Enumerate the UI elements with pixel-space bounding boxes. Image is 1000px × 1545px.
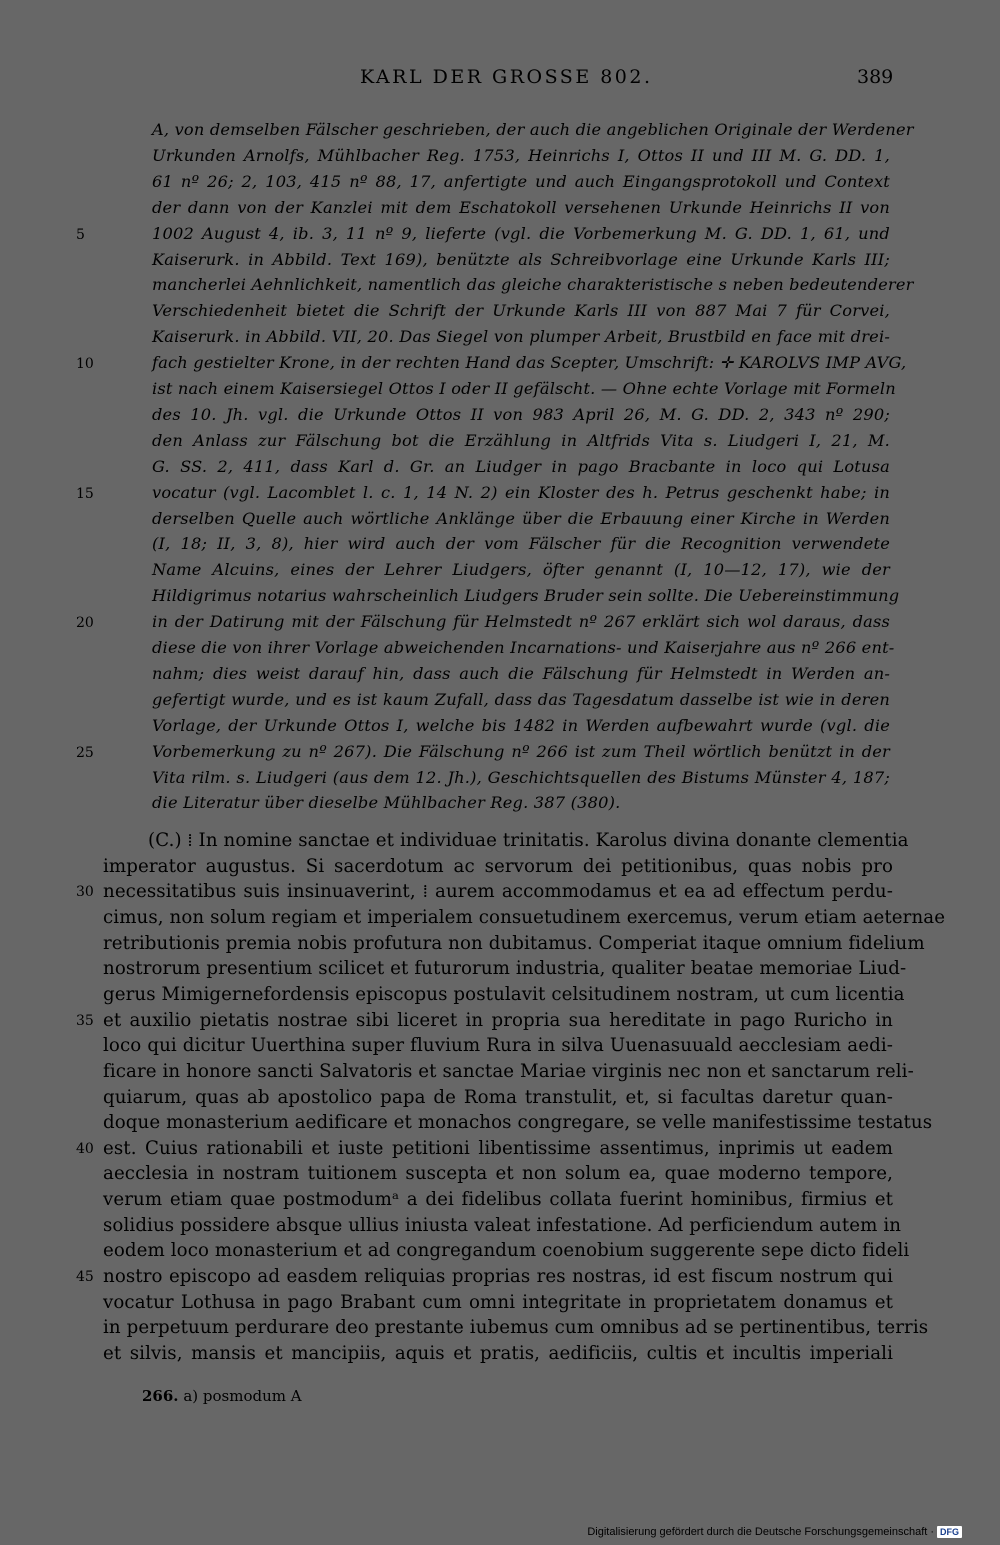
footnote-text: a) posmodum A	[183, 1387, 302, 1405]
commentary-line: Name Alcuins, eines der Lehrer Liudgers, öfter genannt (I, 10—12, 17), wie der	[152, 560, 890, 580]
commentary-line: des 10. Jh. vgl. die Urkunde Ottos II von 983 April 26, M. G. DD. 2, 343 nº 290;	[152, 404, 890, 424]
charter-line: imperator augustus. Si sacerdotum ac servorum dei petitionibus, quas nobis pro	[103, 855, 893, 877]
charter-line: verum etiam quae postmodumᵃ a dei fidelibus collata fuerint hominibus, firmius et	[103, 1189, 893, 1211]
charter-line: doque monasterium aedificare et monachos congregare, se velle manifestissime testatus	[103, 1112, 933, 1134]
charter-line: vocatur Lothusa in pago Brabant cum omni integritate in proprietatem donamus et	[103, 1291, 893, 1313]
commentary-line: Verschiedenheit bietet die Schrift der Urkunde Karls III von 887 Mai 7 für Corvei,	[152, 301, 890, 321]
commentary-line: den Anlass zur Fälschung bot die Erzählung in Altfrids Vita s. Liudgeri I, 21, M.	[152, 430, 890, 450]
commentary-line: Vorlage, der Urkunde Ottos I, welche bis 1482 in Werden aufbewahrt wurde (vgl. die	[152, 715, 890, 735]
commentary-line: 61 nº 26; 2, 103, 415 nº 88, 17, anfertigte und auch Eingangsprotokoll und Context	[152, 171, 890, 191]
footnote	[142, 1387, 302, 1405]
charter-line: retributionis premia nobis profutura non dubitamus. Comperiat itaque omnium fidelium	[103, 932, 925, 954]
page-number: 389	[857, 66, 894, 88]
commentary-line: G. SS. 2, 411, dass Karl d. Gr. an Liudger in pago Bracbante in loco qui Lotusa	[152, 456, 890, 476]
charter-line: ficare in honore sancti Salvatoris et sanctae Mariae virginis nec non et sanctarum reli-	[103, 1060, 914, 1082]
line-number: 5	[76, 226, 85, 243]
charter-line: nostrorum presentium scilicet et futurorum industria, qualiter beatae memoriae Liud-	[103, 958, 907, 980]
charter-line: (C.) ⁞ In nomine sanctae et individuae trinitatis. Karolus divina donante clementia	[148, 830, 909, 851]
line-number: 30	[76, 884, 94, 901]
line-number: 20	[76, 615, 94, 632]
charter-line: et auxilio pietatis nostrae sibi liceret in propria sua hereditate in pago Ruricho in	[103, 1009, 893, 1031]
line-number: 25	[76, 744, 94, 761]
charter-line: necessitatibus suis insinuaverint, ⁞ aurem accommodamus et ea ad effectum perdu-	[103, 881, 893, 903]
commentary-line: Vorbemerkung zu nº 267). Die Fälschung nº 266 ist zum Theil wörtlich benützt in der	[152, 741, 890, 761]
commentary-line: Kaiserurk. in Abbild. VII, 20. Das Siegel von plumper Arbeit, Brustbild en face mit drei-	[152, 327, 890, 347]
line-number: 15	[76, 485, 94, 502]
commentary-line: diese die von ihrer Vorlage abweichenden Incarnations- und Kaiserjahre aus nº 266 ent-	[152, 638, 895, 657]
commentary-line: Hildigrimus notarius wahrscheinlich Liudgers Bruder sein sollte. Die Uebereinstimmung	[152, 586, 900, 606]
line-number: 10	[76, 356, 94, 373]
digitization-attribution: Digitalisierung gefördert durch die Deutsche Forschungsgemeinschaft · DFG	[587, 1526, 962, 1538]
commentary-line: ist nach einem Kaisersiegel Ottos I oder II gefälscht. — Ohne echte Vorlage mit Formeln	[152, 379, 896, 398]
charter-line: est. Cuius rationabili et iuste petitioni libentissime assentimus, inprimis ut eadem	[103, 1137, 893, 1159]
charter-line: nostro episcopo ad easdem reliquias proprias res nostras, id est fiscum nostrum qui	[103, 1266, 893, 1288]
charter-line: in perpetuum perdurare deo prestante iubemus cum omnibus ad se pertinentibus, terris	[103, 1317, 929, 1339]
commentary-line: 1002 August 4, ib. 3, 11 nº 9, lieferte (vgl. die Vorbemerkung M. G. DD. 1, 61, und	[152, 223, 890, 243]
commentary-line: in der Datirung mit der Fälschung für Helmstedt nº 267 erklärt sich wol daraus, dass	[152, 612, 890, 632]
commentary-line: derselben Quelle auch wörtliche Anklänge über die Erbauung einer Kirche in Werden	[152, 508, 890, 528]
commentary-line: der dann von der Kanzlei mit dem Eschatokoll versehenen Urkunde Heinrichs II von	[152, 197, 890, 217]
commentary-line: (I, 18; II, 3, 8), hier wird auch der vom Fälscher für die Recognition verwendete	[152, 534, 890, 554]
line-number: 40	[76, 1140, 94, 1157]
dfg-logo: DFG	[937, 1526, 962, 1538]
charter-line: et silvis, mansis et mancipiis, aquis et pratis, aedificiis, cultis et incultis imperiali	[103, 1343, 893, 1364]
charter-line: loco qui dicitur Uuerthina super fluvium Rura in silva Uuenasuuald aecclesiam aedi-	[103, 1035, 893, 1057]
running-title: KARL DER GROSSE 802.	[360, 66, 653, 88]
charter-line: eodem loco monasterium et ad congregandum coenobium suggerente sepe dicto fideli	[103, 1240, 910, 1262]
charter-line: solidius possidere absque ullius iniusta valeat infestatione. Ad perficiendum autem in	[103, 1214, 902, 1236]
charter-line: gerus Mimigernefordensis episcopus postulavit celsitudinem nostram, ut cum licentia	[103, 983, 905, 1005]
attribution-text: Digitalisierung gefördert durch die Deutsche Forschungsgemeinschaft	[587, 1526, 928, 1538]
line-number: 45	[76, 1269, 94, 1286]
charter-line: cimus, non solum regiam et imperialem consuetudinem exercemus, verum etiam aeternae	[103, 906, 946, 928]
charter-line: aecclesia in nostram tuitionem suscepta et non solum ea, quae moderno tempore,	[103, 1163, 893, 1185]
commentary-line: gefertigt wurde, und es ist kaum Zufall, dass das Tagesdatum dasselbe ist wie in deren	[152, 689, 890, 709]
commentary-line: Kaiserurk. in Abbild. Text 169), benützte als Schreibvorlage eine Urkunde Karls III;	[152, 249, 890, 269]
commentary-line: nahm; dies weist darauf hin, dass auch die Fälschung für Helmstedt in Werden an-	[152, 663, 890, 683]
commentary-line: fach gestielter Krone, in der rechten Hand das Scepter, Umschrift: ✛ KAROLVS IMP AVG,	[152, 353, 907, 373]
footnote-number: 266.	[142, 1387, 179, 1405]
commentary-line: Vita rilm. s. Liudgeri (aus dem 12. Jh.), Geschichtsquellen des Bistums Münster 4, 187;	[152, 767, 890, 787]
commentary-line: vocatur (vgl. Lacomblet l. c. 1, 14 N. 2) ein Kloster des h. Petrus geschenkt habe; in	[152, 482, 890, 502]
line-number: 35	[76, 1012, 94, 1029]
commentary-line: mancherlei Aehnlichkeit, namentlich das gleiche charakteristische s neben bedeutenderer	[152, 275, 914, 295]
commentary-line: A, von demselben Fälscher geschrieben, der auch die angeblichen Originale der Werdener	[152, 120, 914, 139]
commentary-line: die Literatur über dieselbe Mühlbacher Reg. 387 (380).	[152, 793, 621, 813]
charter-line: quiarum, quas ab apostolico papa de Roma transtulit, et, si facultas daretur quan-	[103, 1086, 893, 1108]
commentary-line: Urkunden Arnolfs, Mühlbacher Reg. 1753, Heinrichs I, Ottos II und III M. G. DD. 1,	[152, 145, 890, 165]
